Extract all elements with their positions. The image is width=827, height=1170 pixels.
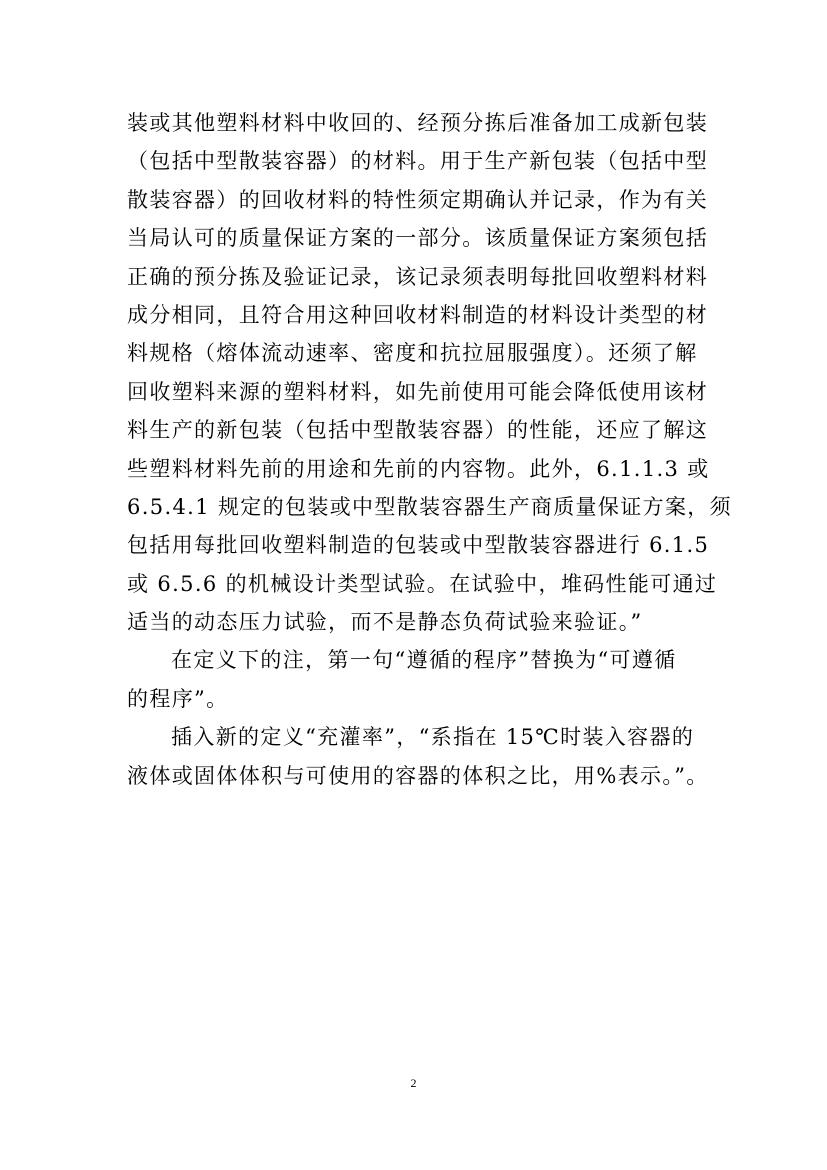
text-line: 6.5.4.1 规定的包装或中型散装容器生产商质量保证方案，须: [127, 494, 732, 519]
text-line: 或 6.5.6 的机械设计类型试验。在试验中，堆码性能可通过: [127, 571, 718, 596]
text-line: 料生产的新包装（包括中型散装容器）的性能，还应了解这: [127, 418, 709, 443]
text-line: 适当的动态压力试验，而不是静态负荷试验来验证。”: [127, 610, 643, 635]
text-line: 液体或固体体积与可使用的容器的体积之比，用%表示。”。: [127, 763, 709, 788]
page-number: 2: [410, 1076, 417, 1090]
text-line: 的程序”。: [127, 686, 229, 711]
paragraph-continuation: [127, 104, 732, 641]
text-line: 些塑料材料先前的用途和先前的内容物。此外，6.1.1.3 或: [127, 456, 710, 481]
text-line: 当局认可的质量保证方案的一部分。该质量保证方案须包括: [127, 226, 709, 251]
text-line: 正确的预分拣及验证记录，该记录须表明每批回收塑料材料: [127, 264, 709, 289]
text-line: 包括用每批回收塑料制造的包装或中型散装容器进行 6.1.5: [127, 533, 710, 558]
text-line: 成分相同，且符合用这种回收材料制造的材料设计类型的材: [127, 302, 709, 327]
text-line: 插入新的定义“充灌率”，“系指在 15℃时装入容器的: [171, 725, 695, 750]
text-line: 料规格（熔体流动速率、密度和抗拉屈服强度）。还须了解: [127, 341, 698, 366]
text-line: 回收塑料来源的塑料材料，如先前使用可能会降低使用该材: [127, 379, 709, 404]
text-line: 在定义下的注，第一句“遵循的程序”替换为“可遵循: [171, 648, 677, 673]
paragraph-insert: [127, 718, 709, 795]
paragraph-note: [127, 641, 705, 718]
text-line: 装或其他塑料材料中收回的、经预分拣后准备加工成新包装: [127, 111, 709, 135]
document-body: [127, 104, 732, 795]
text-line: 散装容器）的回收材料的特性须定期确认并记录，作为有关: [127, 187, 709, 212]
text-line: （包括中型散装容器）的材料。用于生产新包装（包括中型: [127, 149, 709, 174]
